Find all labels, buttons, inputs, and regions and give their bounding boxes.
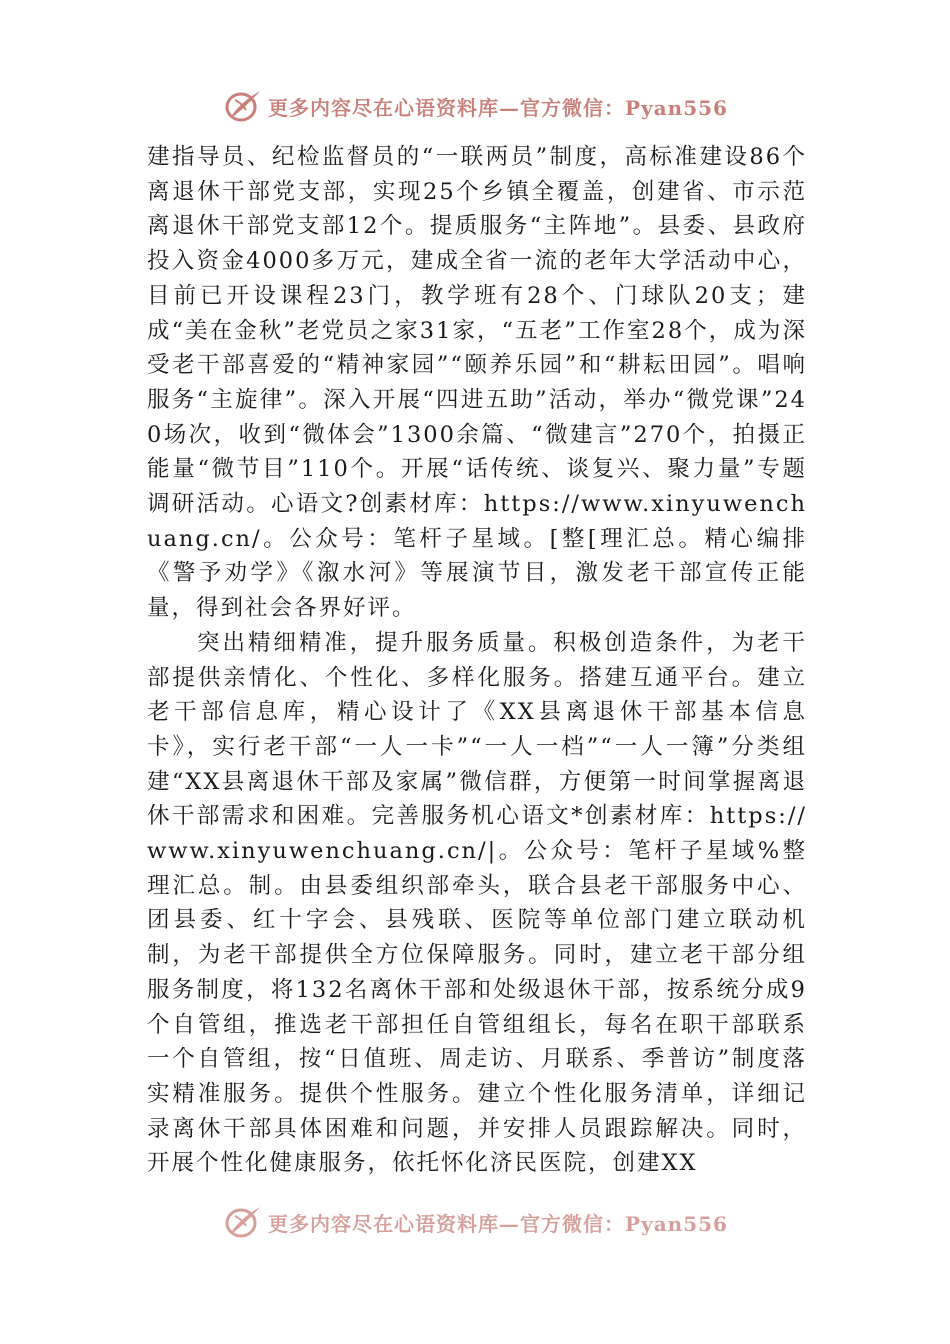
- quill-seal-icon: [222, 88, 262, 124]
- body-text: [147, 140, 807, 1181]
- watermark-header-text: 更多内容尽在心语资料库—官方微信：Pyan556: [268, 95, 728, 120]
- quill-seal-icon: [222, 1204, 262, 1240]
- watermark-header: [0, 84, 950, 128]
- watermark-footer-text: 更多内容尽在心语资料库—官方微信：Pyan556: [268, 1211, 728, 1236]
- paragraph-1: 建指导员、纪检监督员的“一联两员”制度，高标准建设86个离退休干部党支部，实现25个乡镇全覆盖，创建省、市示范离退休干部党支部12个。提质服务“主阵地”。县委、县政府投入资金4000多万元，建成全省一流的老年大学活动中心，目前已开设课程23门，教学班有28个、门球队20支；建成“美在金秋”老党员之家31家，“五老”工作室28个，成为深受老干部喜爱的“精神家园”“颐养乐园”和“耕耘田园”。唱响服务“主旋律”。深入开展“四进五助”活动，举办“微党课”240场次，收到“微体会”1300余篇、“微建言”270个，拍摄正能量“微节目”110个。开展“话传统、谈复兴、聚力量”专题调研活动。心语文?创素材库：https://www.xinyuwenchuang.cn/。公众号：笔杆子星域。[整[理汇总。精心编排《警予劝学》《溆水河》等展演节目，激发老干部宣传正能量，得到社会各界好评。: [147, 144, 807, 622]
- paragraph-2: 突出精细精准，提升服务质量。积极创造条件，为老干部提供亲情化、个性化、多样化服务。搭建互通平台。建立老干部信息库，精心设计了《XX县离退休干部基本信息卡》，实行老干部“一人一卡”“一人一档”“一人一簿”分类组建“XX县离退休干部及家属”微信群，方便第一时间掌握离退休干部需求和困难。完善服务机心语文*创素材库：https://www.xinyuwenchuang.cn/|。公众号：笔杆子星域%整理汇总。制。由县委组织部牵头，联合县老干部服务中心、团县委、红十字会、县残联、医院等单位部门建立联动机制，为老干部提供全方位保障服务。同时，建立老干部分组服务制度，将132名离休干部和处级退休干部，按系统分成9个自管组，推选老干部担任自管组组长，每名在职干部联系一个自管组，按“日值班、周走访、月联系、季普访”制度落实精准服务。提供个性服务。建立个性化服务清单，详细记录离休干部具体困难和问题，并安排人员跟踪解决。同时，开展个性化健康服务，依托怀化济民医院，创建XX: [147, 629, 807, 1177]
- watermark-footer: [0, 1200, 950, 1244]
